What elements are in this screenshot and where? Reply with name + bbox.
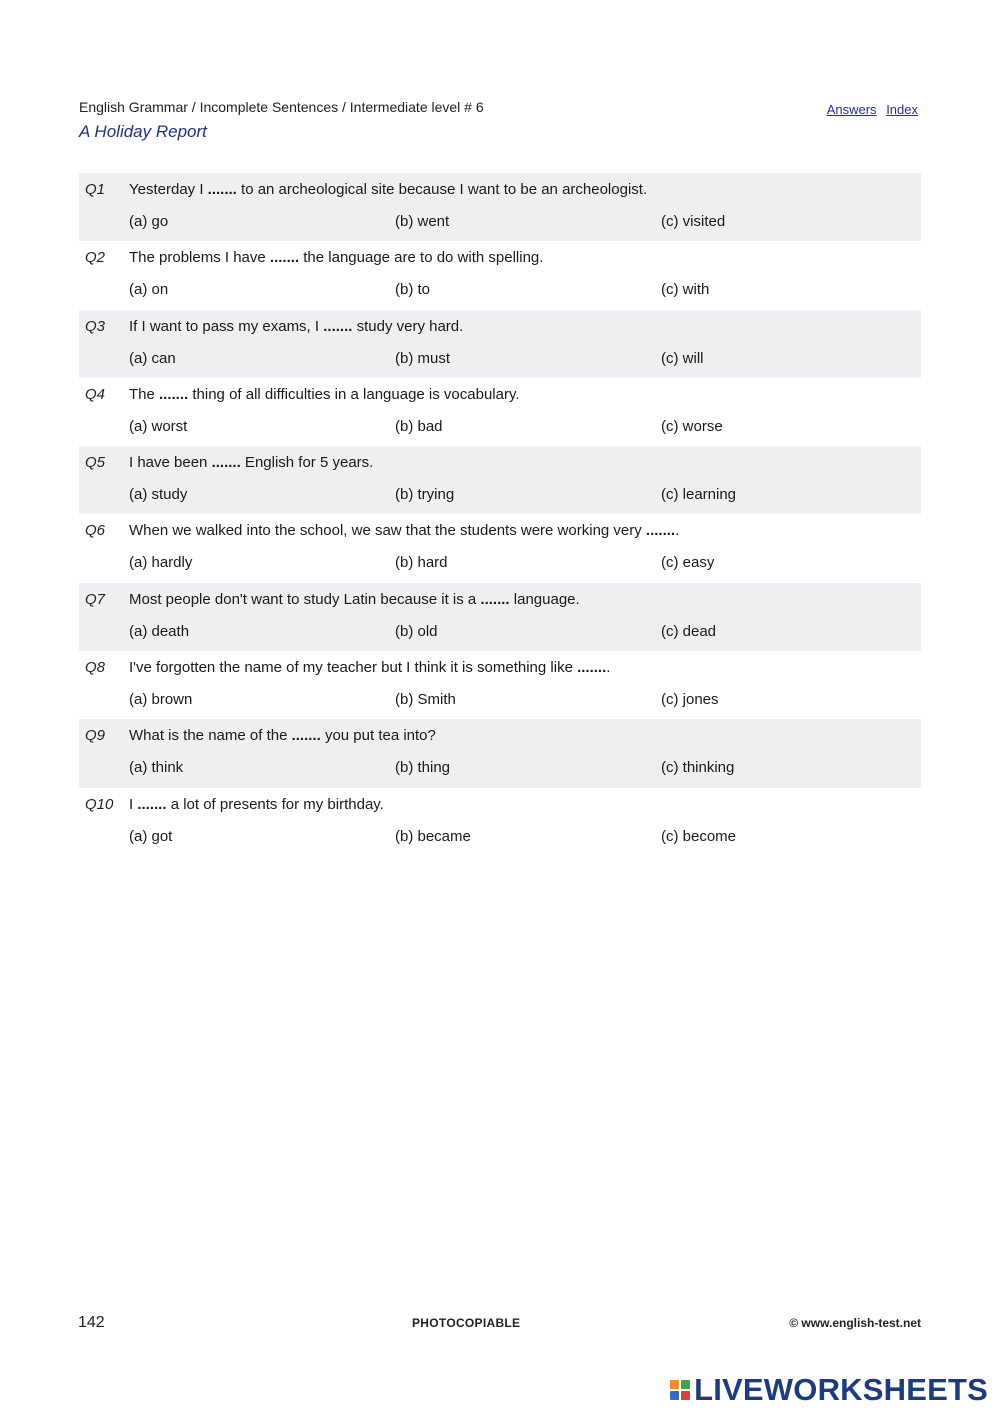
answer-gap: ....... — [645, 522, 676, 540]
question-row — [79, 788, 921, 856]
question-text-before: Yesterday I — [129, 181, 208, 198]
question-number: Q3 — [85, 317, 106, 335]
option-b[interactable]: (b) hard — [395, 554, 448, 572]
copyright-label: © www.english-test.net — [789, 1316, 921, 1330]
question-number: Q9 — [85, 727, 106, 745]
answer-gap: ....... — [137, 795, 167, 813]
answer-gap: ....... — [211, 454, 241, 472]
question-row — [79, 514, 921, 582]
option-a[interactable]: (a) death — [129, 622, 190, 640]
option-b[interactable]: (b) went — [395, 213, 450, 230]
liveworksheets-wordmark: LIVEWORKSHEETS — [694, 1372, 988, 1407]
question-number: Q2 — [85, 249, 106, 267]
question-text — [129, 796, 384, 813]
option-a[interactable]: (a) brown — [129, 691, 193, 709]
answer-gap: ....... — [480, 590, 510, 608]
liveworksheets-logo — [670, 1372, 988, 1408]
question-text-after: study very hard. — [352, 317, 464, 335]
option-a[interactable]: (a) on — [129, 281, 169, 299]
question-text-before: I have been — [129, 454, 212, 472]
top-links — [821, 102, 918, 117]
question-text-after: you put tea into? — [320, 727, 436, 745]
option-a[interactable]: (a) think — [129, 759, 184, 777]
question-row — [79, 241, 921, 309]
question-row — [79, 446, 921, 514]
question-text — [129, 659, 610, 676]
option-b[interactable]: (b) Smith — [395, 691, 456, 709]
question-number: Q6 — [85, 522, 106, 540]
question-text — [129, 454, 373, 471]
question-number: Q10 — [85, 795, 114, 813]
question-text — [129, 386, 520, 403]
logo-square — [681, 1380, 690, 1389]
logo-square — [681, 1391, 690, 1400]
page-number: 142 — [78, 1314, 105, 1331]
question-text-after: language. — [509, 590, 580, 608]
question-text-before: I've forgotten the name of my teacher but I think it is something like — [129, 659, 578, 677]
question-row — [79, 173, 921, 241]
option-b[interactable]: (b) old — [395, 622, 438, 640]
answer-gap: ....... — [291, 727, 321, 745]
question-text-after: English for 5 years. — [240, 454, 374, 472]
option-c[interactable]: (c) with — [661, 281, 710, 299]
option-a[interactable]: (a) can — [129, 349, 176, 367]
question-text-after: the language are to do with spelling. — [299, 249, 544, 267]
answers-link[interactable]: Answers — [826, 102, 877, 117]
page-title: A Holiday Report — [79, 122, 207, 141]
answer-gap: ....... — [159, 385, 189, 403]
question-text — [129, 181, 647, 198]
question-number: Q7 — [85, 590, 106, 608]
answer-gap: ....... — [577, 659, 607, 677]
option-c[interactable]: (c) visited — [661, 213, 726, 230]
question-text-after: to an archeological site because I want to be an archeologist. — [236, 181, 648, 198]
question-text-after: a lot of presents for my birthday. — [166, 795, 384, 813]
question-row — [79, 719, 921, 787]
liveworksheets-logo-icon — [670, 1380, 690, 1400]
question-text-before: If I want to pass my exams, I — [129, 317, 324, 335]
option-b[interactable]: (b) to — [395, 281, 431, 299]
answer-gap: ....... — [269, 249, 300, 267]
question-text — [129, 318, 463, 335]
question-list — [79, 173, 921, 856]
question-text-before: I — [129, 795, 138, 813]
answer-gap: ....... — [323, 317, 353, 335]
option-c[interactable]: (c) become — [661, 827, 737, 845]
question-text — [129, 727, 436, 744]
question-number: Q8 — [85, 659, 106, 677]
option-b[interactable]: (b) trying — [395, 486, 455, 504]
question-text-after: . — [675, 522, 680, 540]
option-b[interactable]: (b) bad — [395, 417, 443, 435]
option-b[interactable]: (b) became — [395, 827, 471, 845]
option-a[interactable]: (a) hardly — [129, 554, 193, 572]
question-row — [79, 310, 921, 378]
option-b[interactable]: (b) must — [395, 349, 451, 367]
question-number: Q4 — [85, 385, 106, 403]
question-text — [129, 522, 679, 539]
option-a[interactable]: (a) got — [129, 827, 173, 845]
breadcrumb: English Grammar / Incomplete Sentences / Intermediate level # 6 — [79, 99, 484, 115]
option-c[interactable]: (c) jones — [661, 691, 719, 709]
option-a[interactable]: (a) study — [129, 486, 188, 504]
option-c[interactable]: (c) learning — [661, 486, 737, 504]
option-c[interactable]: (c) easy — [661, 554, 715, 572]
option-c[interactable]: (c) thinking — [661, 759, 735, 777]
question-text — [129, 249, 543, 266]
question-row — [79, 378, 921, 446]
option-c[interactable]: (c) dead — [661, 622, 717, 640]
question-number: Q1 — [85, 181, 106, 198]
question-text-before: What is the name of the — [129, 727, 292, 745]
index-link[interactable]: Index — [886, 102, 918, 117]
photocopiable-label: PHOTOCOPIABLE — [412, 1316, 521, 1330]
question-row — [79, 651, 921, 719]
option-c[interactable]: (c) will — [661, 349, 704, 367]
question-text-before: The problems I have — [129, 249, 270, 267]
logo-square — [670, 1380, 679, 1389]
question-text — [129, 591, 580, 608]
question-text-after: . — [606, 659, 611, 677]
answer-gap: ....... — [207, 181, 237, 198]
question-text-before: When we walked into the school, we saw that the students were working very — [129, 522, 646, 540]
logo-square — [670, 1391, 679, 1400]
option-c[interactable]: (c) worse — [661, 417, 723, 435]
question-text-before: Most people don't want to study Latin because it is a — [129, 590, 481, 608]
question-number: Q5 — [85, 454, 106, 472]
question-text-before: The — [129, 385, 160, 403]
option-a[interactable]: (a) worst — [129, 417, 188, 435]
option-a[interactable]: (a) go — [129, 213, 169, 230]
question-row — [79, 583, 921, 651]
option-b[interactable]: (b) thing — [395, 759, 451, 777]
question-text-after: thing of all difficulties in a language is vocabulary. — [188, 385, 520, 403]
